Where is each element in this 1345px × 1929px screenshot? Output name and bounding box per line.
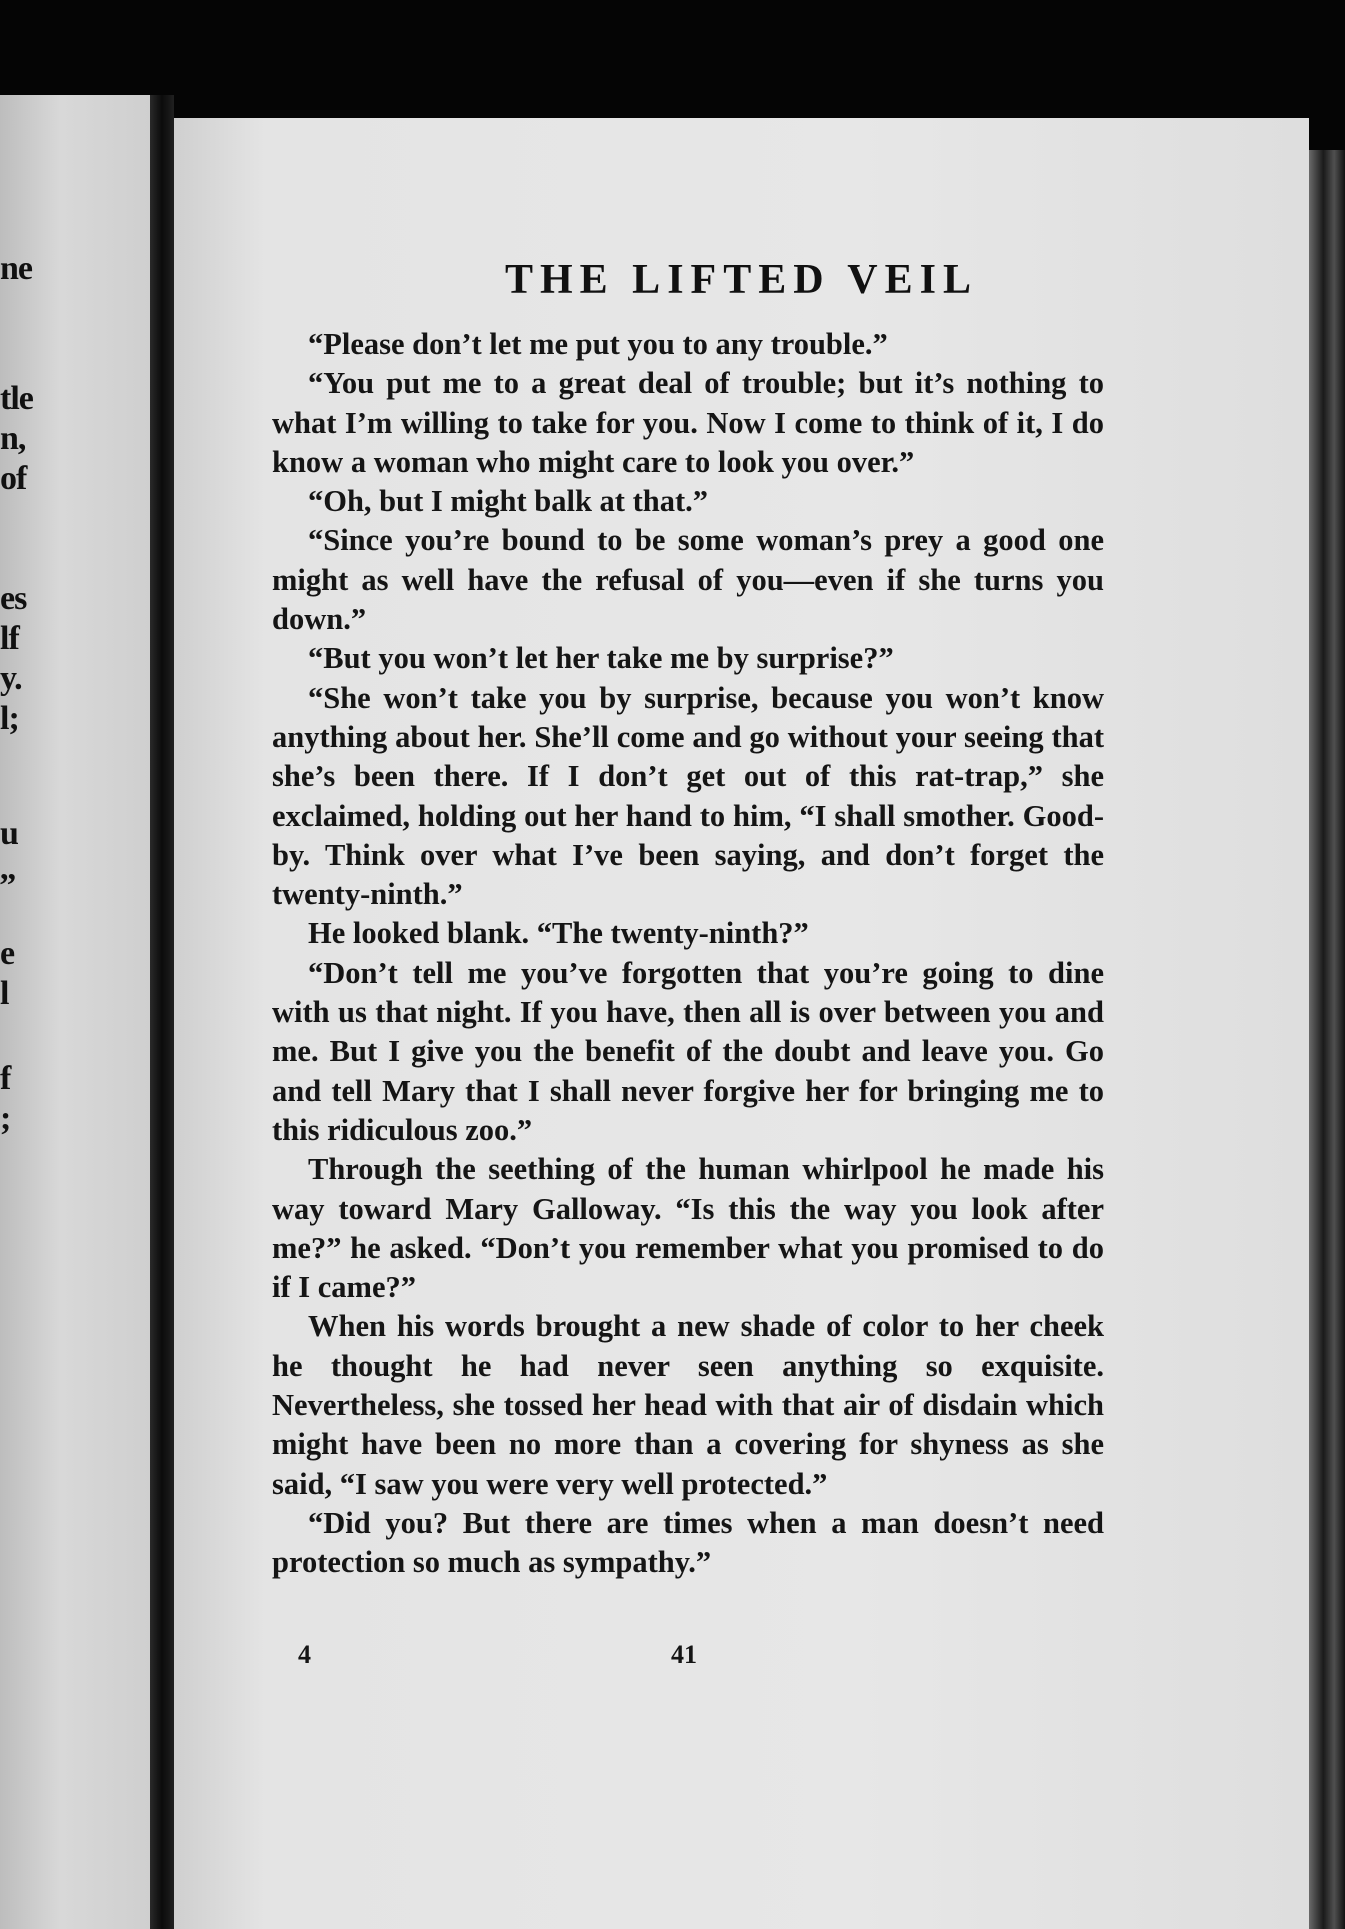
paragraph: When his words brought a new shade of color to her cheek he thought he had never seen anything so exquisite. Nevertheless, she tossed her head with that air of disdain which might have been no more than a covering for shyness as she said, “I saw you were very well protected.”	[272, 1309, 1104, 1501]
left-page-fragment: ,,	[0, 850, 15, 887]
left-page-fragment: ;	[0, 1100, 11, 1137]
body-text	[272, 325, 1104, 1583]
paragraph: “She won’t take you by surprise, because you won’t know anything about her. She’ll come and go without your seeing that she’s been there. If I don’t get out of this rat-trap,” she exclaimed, holding out her hand to him, “I shall smother. Good-by. Think over what I’ve been saying, and don’t forget the twenty-ninth.”	[272, 680, 1104, 912]
paragraph: “Don’t tell me you’ve forgotten that you’re going to dine with us that night. If you have, then all is over between you and me. But I give you the benefit of the doubt and leave you. Go and tell Mary that I shall never forgive her for bringing me to this ridiculous zoo.”	[272, 955, 1104, 1147]
left-page-fragment: es	[0, 580, 27, 617]
paragraph: He looked blank. “The twenty-ninth?”	[308, 916, 809, 951]
left-page-fragment: of	[0, 460, 27, 497]
left-page-fragment: e	[0, 935, 15, 972]
paragraph: Through the seething of the human whirlpool he made his way toward Mary Galloway. “Is this the way you look after me?” he asked. “Don’t you remember what you promised to do if I came?”	[272, 1152, 1104, 1305]
left-page-fragment: y.	[0, 660, 22, 697]
left-page-fragment: tle	[0, 380, 33, 417]
page-number: 41	[671, 1640, 697, 1669]
left-page-fragment: f	[0, 1060, 11, 1097]
paragraph: “Please don’t let me put you to any trouble.”	[308, 327, 888, 361]
left-page-fragment: l	[0, 975, 9, 1012]
paragraph: “Since you’re bound to be some woman’s prey a good one might as well have the refusal of you—even if she turns you down.”	[272, 523, 1104, 637]
left-page-fragment: l;	[0, 700, 19, 737]
page-edge	[1309, 150, 1345, 1929]
running-head: THE LIFTED VEIL	[504, 257, 978, 303]
paragraph: “Oh, but I might balk at that.”	[308, 484, 708, 519]
left-page-fragment: lf	[0, 620, 19, 657]
previous-page-fragment	[0, 95, 150, 1929]
paragraph: “You put me to a great deal of trouble; but it’s nothing to what I’m willing to take for you. Now I come to think of it, I do know a woman who might care to look you over.”	[272, 366, 1104, 479]
left-page-fragment: n,	[0, 420, 26, 457]
signature-mark: 4	[298, 1640, 311, 1669]
left-page-fragment: ne	[0, 250, 32, 287]
paragraph: “Did you? But there are times when a man doesn’t need protection so much as sympathy.”	[272, 1505, 1104, 1580]
book-gutter	[150, 95, 174, 1929]
left-page-fragment: u	[0, 815, 18, 852]
paragraph: “But you won’t let her take me by surprise?”	[308, 641, 894, 676]
